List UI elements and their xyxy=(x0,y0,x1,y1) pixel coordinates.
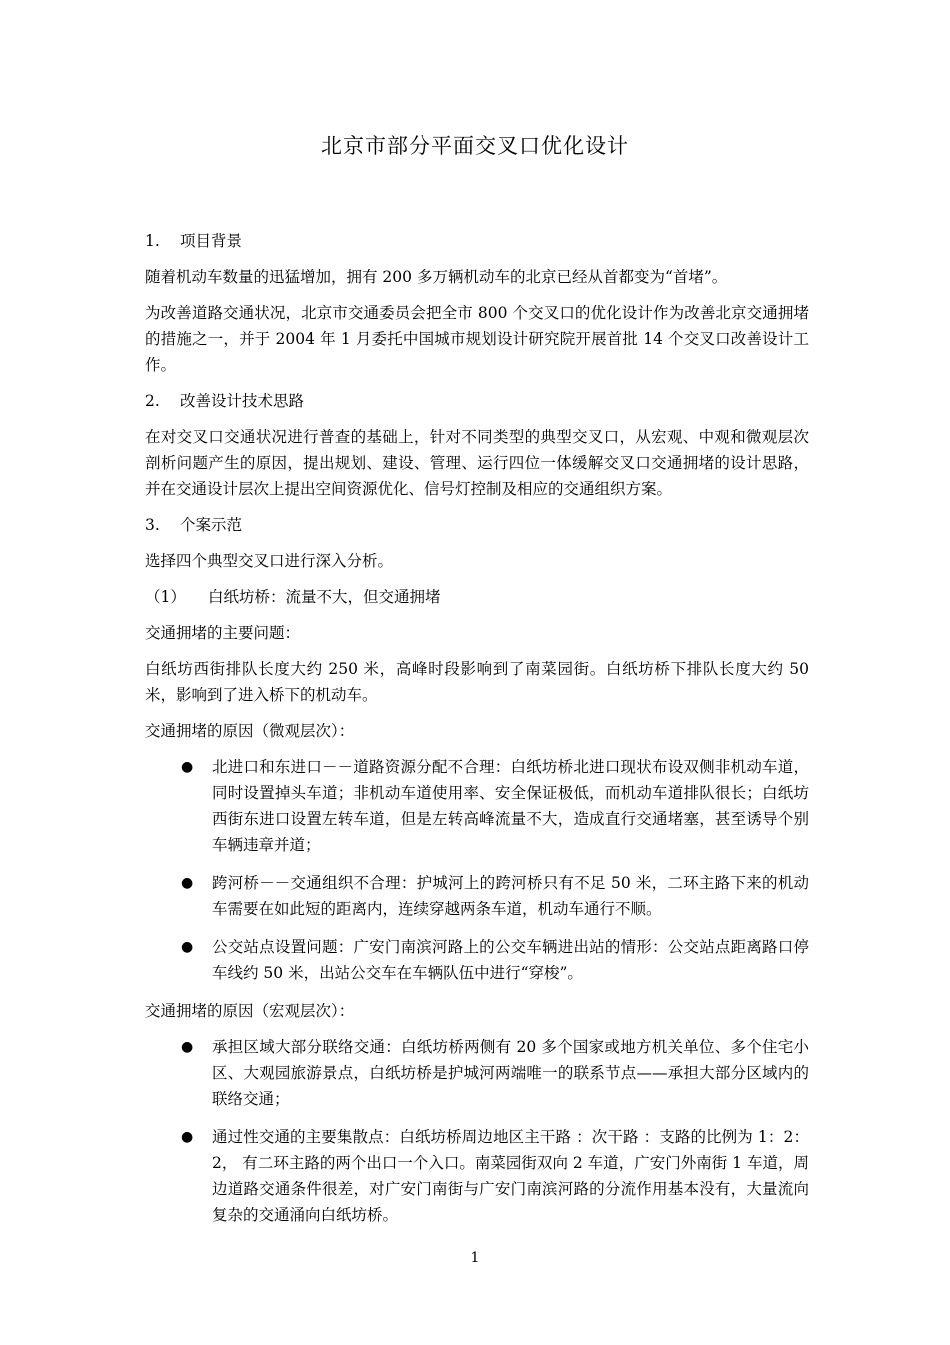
macro-cause-label: 交通拥堵的原因（宏观层次）： xyxy=(145,1002,355,1020)
case-number: （1） xyxy=(145,588,186,606)
document-title: 北京市部分平面交叉口优化设计 xyxy=(321,134,629,158)
document-body xyxy=(145,228,809,1240)
bullet-icon: ● xyxy=(181,939,194,955)
case-heading-1 xyxy=(145,584,809,610)
bullet-icon: ● xyxy=(181,875,194,891)
macro-cause-list xyxy=(145,1034,809,1228)
list-item-text: 通过性交通的主要集散点：白纸坊桥周边地区主干路 ：次干路 ：支路的比例为 1：2：2， 有二环主路的两个出口一个入口。南菜园街双向 2 车道，广安门外南街 1 车道，周边道路交通条件很差，对广安门南街与广安门南滨河路的分流作用基本没有，大量流向复杂的交通涌向白纸坊桥。 xyxy=(212,1128,809,1224)
paragraph: 随着机动车数量的迅猛增加，拥有 200 多万辆机动车的北京已经从首都变为“首堵”。 xyxy=(145,268,728,286)
list-item-text: 承担区域大部分联络交通：白纸坊桥两侧有 20 多个国家或地方机关单位、多个住宅小区、大观园旅游景点，白纸坊桥是护城河两端唯一的联系节点——承担大部分区域内的联络交通； xyxy=(212,1038,809,1108)
section-number: 1. xyxy=(145,232,160,250)
micro-cause-label: 交通拥堵的原因（微观层次）： xyxy=(145,722,355,740)
bullet-icon: ● xyxy=(181,1039,194,1055)
list-item-text: 北进口和东进口－－道路资源分配不合理：白纸坊桥北进口现状布设双侧非机动车道，同时设置掉头车道；非机动车道使用率、安全保证极低，而机动车道排队很长；白纸坊西街东进口设置左转车道，但是左转高峰流量不大，造成直行交通堵塞，甚至诱导个别车辆违章并道； xyxy=(212,758,809,854)
section-heading-3 xyxy=(145,512,809,538)
section-title: 项目背景 xyxy=(179,232,242,250)
case-title: 白纸坊桥：流量不大，但交通拥堵 xyxy=(207,588,441,606)
list-item xyxy=(145,870,809,922)
list-item xyxy=(145,1034,809,1112)
section-heading-1 xyxy=(145,228,809,254)
section-number: 2. xyxy=(145,392,160,410)
page-number: 1 xyxy=(470,1250,480,1266)
main-problem-label: 交通拥堵的主要问题： xyxy=(145,624,301,642)
list-item xyxy=(145,754,809,858)
list-item xyxy=(145,1124,809,1228)
paragraph: 在对交叉口交通状况进行普查的基础上，针对不同类型的典型交叉口，从宏观、中观和微观层次剖析问题产生的原因，提出规划、建设、管理、运行四位一体缓解交叉口交通拥堵的设计思路，并在交通设计层次上提出空间资源优化、信号灯控制及相应的交通组织方案。 xyxy=(145,428,809,498)
micro-cause-list xyxy=(145,754,809,986)
list-item xyxy=(145,934,809,986)
list-item-text: 跨河桥－－交通组织不合理：护城河上的跨河桥只有不足 50 米，二环主路下来的机动车需要在如此短的距离内，连续穿越两条车道，机动车通行不顺。 xyxy=(212,874,809,918)
bullet-icon: ● xyxy=(181,759,194,775)
section-title: 改善设计技术思路 xyxy=(179,392,304,410)
section-heading-2 xyxy=(145,388,809,414)
paragraph: 为改善道路交通状况，北京市交通委员会把全市 800 个交叉口的优化设计作为改善北京交通拥堵的措施之一，并于 2004 年 1 月委托中国城市规划设计研究院开展首批 14 个交叉口改善设计工作。 xyxy=(145,304,809,374)
section-number: 3. xyxy=(145,516,160,534)
bullet-icon: ● xyxy=(181,1129,194,1145)
list-item-text: 公交站点设置问题：广安门南滨河路上的公交车辆进出站的情形：公交站点距离路口停车线约 50 米，出站公交车在车辆队伍中进行“穿梭”。 xyxy=(212,938,809,982)
section-title: 个案示范 xyxy=(179,516,242,534)
paragraph: 选择四个典型交叉口进行深入分析。 xyxy=(145,552,394,570)
paragraph: 白纸坊西街排队长度大约 250 米，高峰时段影响到了南菜园街。白纸坊桥下排队长度大约 50 米，影响到了进入桥下的机动车。 xyxy=(145,660,809,704)
